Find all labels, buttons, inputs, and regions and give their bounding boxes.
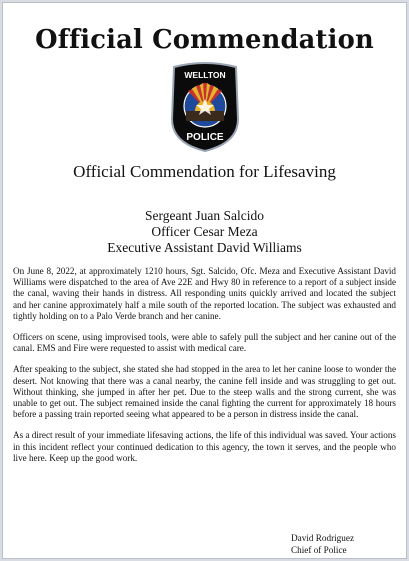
commendation-subtitle: Official Commendation for Lifesaving: [73, 162, 336, 181]
badge-ground: [186, 111, 224, 121]
commendation-body: [13, 266, 396, 474]
badge-top-text: WELLTON: [184, 70, 226, 80]
commendation-document: [2, 2, 407, 559]
signatory-title: Chief of Police: [291, 544, 347, 555]
honoree-name: Sergeant Juan Salcido: [145, 208, 264, 223]
signature-block: [291, 533, 354, 556]
honoree-name: Executive Assistant David Williams: [107, 240, 302, 255]
signatory-name: David Rodriguez: [291, 533, 355, 543]
badge-bottom-text: POLICE: [186, 132, 224, 143]
honoree-names: [3, 208, 406, 256]
body-paragraph: Officers on scene, using improvised tools, were able to safely pull the subject and her canine out of the canal. EMS and Fire were requested to assist with medical care.: [13, 332, 396, 354]
body-paragraph: On June 8, 2022, at approximately 1210 hours, Sgt. Salcido, Ofc. Meza and Executive Assistant David Williams were dispatched to the area of Ave 22E and Hwy 80 in reference to a report of a subject inside the canal, waving their hands in distress. All responding units quickly arrived and located the subject and her canine approximately half a mile south of the reported location. The subject was exhausted and tightly holding on to a Palo Verde branch and her canine.: [13, 266, 396, 321]
police-badge-logo: [168, 61, 242, 153]
document-header-title: Official Commendation: [35, 25, 374, 55]
body-paragraph: After speaking to the subject, she stated she had stopped in the area to let her canine loose to wonder the desert. Not knowing that there was a canal nearby, the canine fell inside and was struggling to get out. Without thinking, she jumped in after her pet. Due to the steep walls and the strong current, she was unable to get out. The subject remained inside the canal fighting the current for approximately 18 hours before a passing train reported seeing what appeared to be a person in distress inside the canal.: [13, 364, 396, 420]
honoree-name: Officer Cesar Meza: [151, 224, 258, 239]
body-paragraph: As a direct result of your immediate lifesaving actions, the life of this individual was saved. Your actions in this incident reflect your continued dedication to this agency, the town it serves, and the people who live here. Keep up the good work.: [13, 430, 396, 463]
